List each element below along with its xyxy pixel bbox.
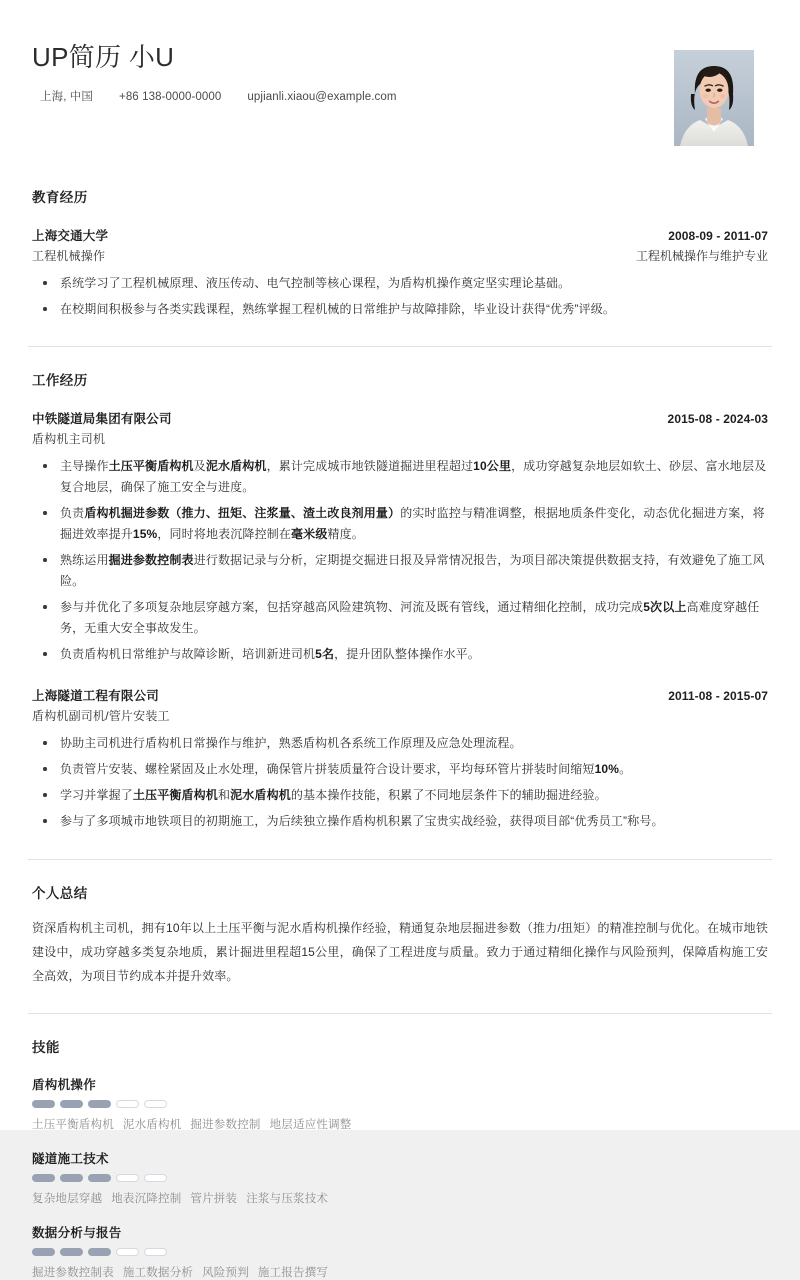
skill-tag-list [32,1190,768,1206]
skill-pill-empty [116,1248,139,1256]
experience-date: 2015-08 - 2024-03 [667,412,768,426]
skill-pill-filled [60,1100,83,1108]
skill-pill-filled [60,1174,83,1182]
list-item: 负责管片安装、螺栓紧固及止水处理，确保管片拼装质量符合设计要求，平均每环管片拼装时间缩短10%。 [32,759,768,780]
divider [28,1013,772,1014]
list-item: 主导操作土压平衡盾构机及泥水盾构机，累计完成城市地铁隧道掘进里程超过10公里，成功穿越复杂地层如软土、砂层、富水地层及复合地层，确保了施工安全与进度。 [32,456,768,498]
header-identity [28,42,674,104]
skill-tag: 掘进参数控制 [190,1119,261,1131]
resume-header [28,0,772,146]
skill-group [32,1149,768,1206]
skill-pill-filled [32,1174,55,1182]
experience-role: 盾构机主司机 [32,432,106,446]
experience-entry-header [32,409,768,427]
skill-pill-empty [144,1248,167,1256]
experience-entry [32,409,768,665]
divider [28,346,772,347]
list-item: 参与了多项城市地铁项目的初期施工，为后续独立操作盾构机积累了宝贵实战经验，获得项目部“优秀员工”称号。 [32,811,768,832]
contact-row [32,88,674,104]
education-major: 工程机械操作与维护专业 [635,249,768,263]
list-item: 熟练运用掘进参数控制表进行数据记录与分析，定期提交掘进日报及异常情况报告，为项目部决策提供数据支持，有效避免了施工风险。 [32,550,768,592]
avatar [674,50,754,146]
section-title-skills: 技能 [32,1040,60,1055]
education-bullets [32,273,768,320]
experience-date: 2011-08 - 2015-07 [668,689,768,703]
section-experience [28,369,772,832]
list-item: 参与并优化了多项复杂地层穿越方案，包括穿越高风险建筑物、河流及既有管线，通过精细化控制，成功完成5次以上高难度穿越任务，无重大安全事故发生。 [32,597,768,639]
skill-pill-filled [88,1100,111,1108]
experience-company: 中铁隧道局集团有限公司 [32,412,172,426]
skill-group-name: 数据分析与报告 [32,1226,122,1240]
page-title: UP简历 小U [32,42,175,72]
section-title-summary: 个人总结 [32,886,88,901]
section-skills [28,1036,772,1280]
skill-tag: 管片拼装 [190,1193,238,1205]
experience-bullets [32,456,768,665]
list-item: 系统学习了工程机械原理、液压传动、电气控制等核心课程，为盾构机操作奠定坚实理论基础。 [32,273,768,294]
skill-level-meter [32,1100,768,1108]
section-summary [28,882,772,988]
skill-group [32,1223,768,1280]
section-title-experience: 工作经历 [32,373,88,388]
experience-role: 盾构机副司机/管片安装工 [32,709,170,723]
skill-pill-empty [144,1100,167,1108]
skill-tag: 施工报告撰写 [257,1267,329,1279]
skill-pill-empty [116,1100,139,1108]
skill-tag: 施工数据分析 [122,1267,194,1279]
skill-tag: 地层适应性调整 [269,1119,352,1131]
experience-company: 上海隧道工程有限公司 [32,689,160,703]
skill-pill-filled [32,1100,55,1108]
skill-tag-list [32,1116,768,1132]
skill-pill-empty [116,1174,139,1182]
skill-pill-empty [144,1174,167,1182]
experience-entry [32,686,768,832]
section-education [28,186,772,320]
education-entry-header [32,226,768,244]
skill-tag: 地表沉降控制 [111,1193,182,1205]
skill-pill-filled [32,1248,55,1256]
skill-tag: 注浆与压浆技术 [246,1193,329,1205]
skill-tag: 土压平衡盾构机 [32,1119,114,1131]
education-degree: 工程机械操作 [32,249,106,263]
skill-tag: 风险预判 [202,1267,249,1279]
experience-bullets [32,733,768,832]
skill-group-name: 盾构机操作 [32,1078,97,1092]
section-title-education: 教育经历 [32,190,88,205]
experience-entry-header [32,686,768,704]
list-item: 负责盾构机日常维护与故障诊断，培训新进司机5名，提升团队整体操作水平。 [32,644,768,665]
divider [28,859,772,860]
skill-pill-filled [60,1248,83,1256]
list-item: 负责盾构机掘进参数（推力、扭矩、注浆量、渣土改良剂用量）的实时监控与精准调整，根据地质条件变化，动态优化掘进方案，将掘进效率提升15%，同时将地表沉降控制在毫米级精度。 [32,503,768,545]
contact-email: upjianli.xiaou@example.com [247,91,397,104]
education-school: 上海交通大学 [32,229,109,243]
skill-tag: 掘进参数控制表 [32,1267,114,1279]
skill-pill-filled [88,1248,111,1256]
skill-group-name: 隧道施工技术 [32,1152,109,1166]
contact-phone: +86 138-0000-0000 [119,91,222,104]
skill-level-meter [32,1174,768,1182]
list-item: 在校期间积极参与各类实践课程，熟练掌握工程机械的日常维护与故障排除，毕业设计获得“优秀”评级。 [32,299,768,320]
education-entry [32,226,768,320]
summary-text: 资深盾构机主司机，拥有10年以上土压平衡与泥水盾构机操作经验，精通复杂地层掘进参数（推力/扭矩）的精准控制与优化。在城市地铁建设中，成功穿越多类复杂地质，累计掘进里程超15公里，确保了工程进度与质量。致力于通过精细化操作与风险预判，保障盾构施工安全高效，为项目节约成本并提升效率。 [32,921,768,983]
skill-group [32,1075,768,1132]
skill-tag: 泥水盾构机 [122,1119,182,1131]
skill-tag: 复杂地层穿越 [32,1193,103,1205]
list-item: 学习并掌握了土压平衡盾构机和泥水盾构机的基本操作技能，积累了不同地层条件下的辅助掘进经验。 [32,785,768,806]
skill-level-meter [32,1248,768,1256]
skill-pill-filled [88,1174,111,1182]
list-item: 协助主司机进行盾构机日常操作与维护，熟悉盾构机各系统工作原理及应急处理流程。 [32,733,768,754]
education-entry-subheader [32,247,768,264]
skill-tag-list [32,1264,768,1280]
contact-location: 上海, 中国 [40,91,93,104]
education-date: 2008-09 - 2011-07 [668,229,768,243]
